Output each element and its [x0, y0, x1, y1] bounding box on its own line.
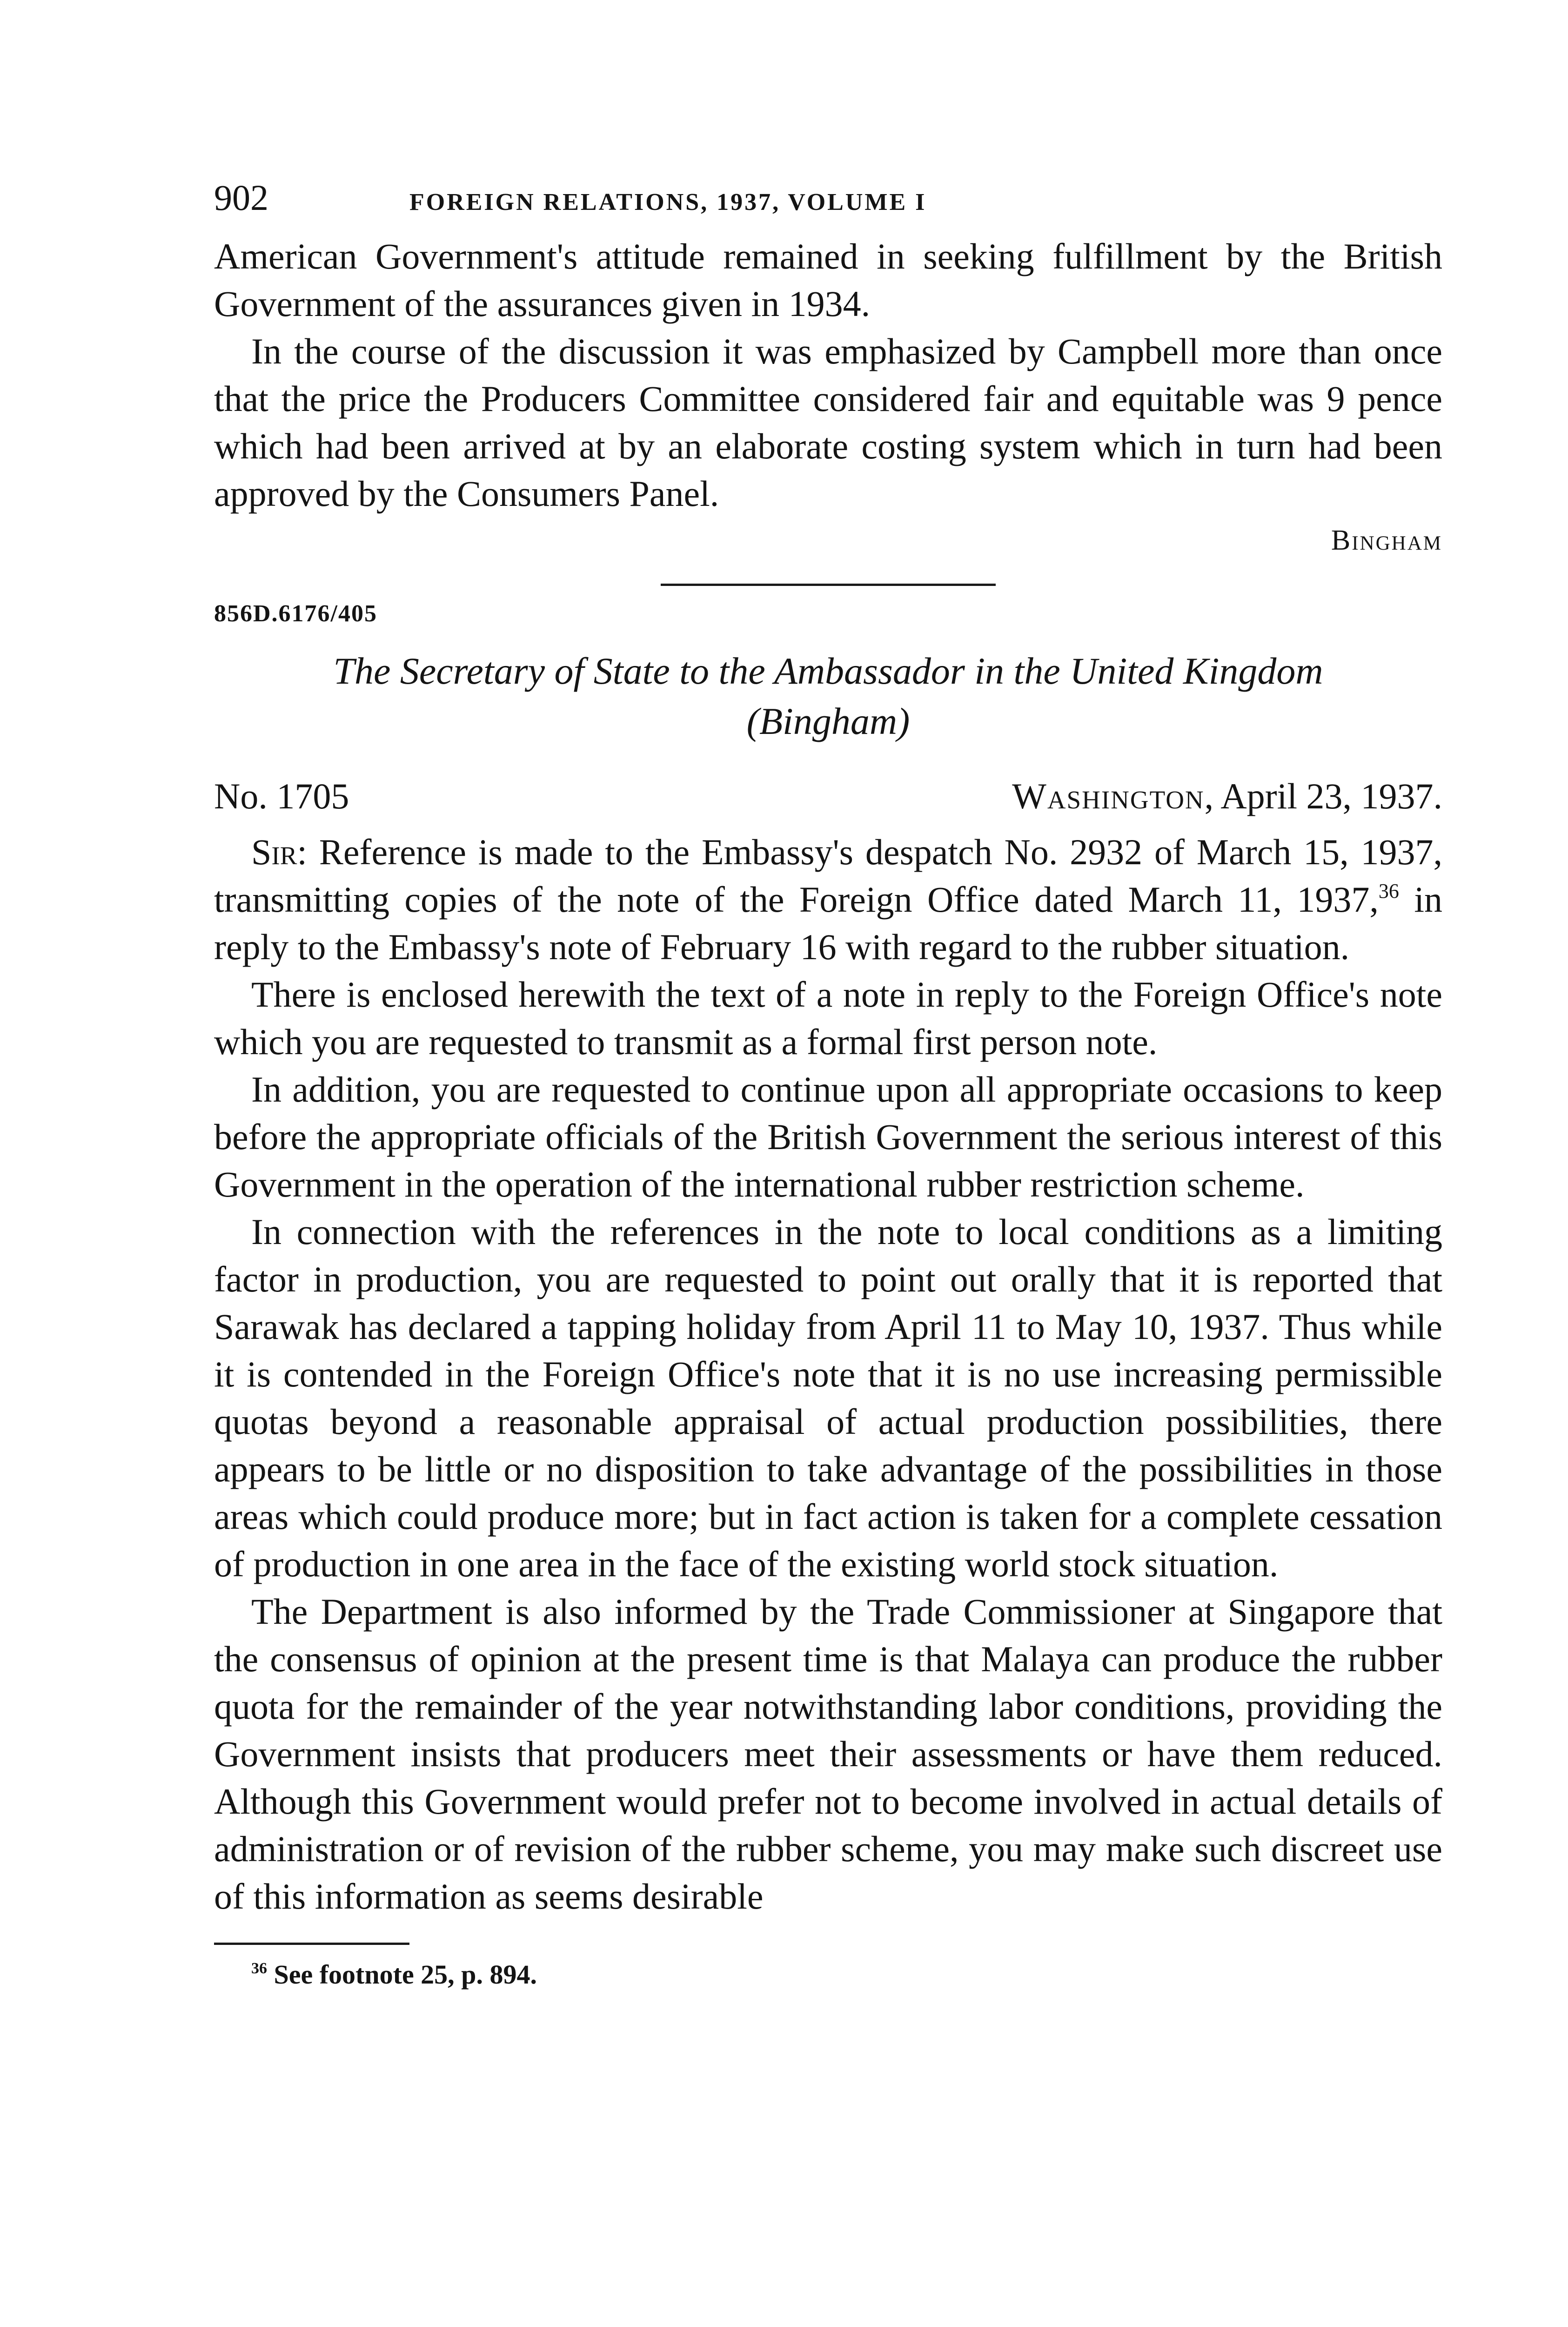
document-title-line-2: (Bingham) [746, 700, 910, 742]
running-header [214, 177, 1442, 233]
signature: Bingham [1331, 525, 1442, 556]
footnote-marker: 36 [251, 1960, 267, 1977]
section-divider [661, 584, 996, 586]
place-date [1012, 773, 1442, 820]
continuation-paragraph-1: American Government's attitude remained in seeking fulfillment by the British Government of the assurances given in 1934. [214, 236, 1442, 324]
paragraph-1-start: : Reference is made to the Embassy's despatch No. 2932 of March 15, 1937, transmitting copies of the note of the Foreign Office dated March 11, 1937, [214, 832, 1442, 920]
running-title: FOREIGN RELATIONS, 1937, VOLUME I [409, 189, 927, 215]
letter-paragraph-1 [214, 828, 1442, 971]
footnote [251, 1959, 1442, 1990]
document-title [214, 646, 1442, 747]
letter-paragraph-5: The Department is also informed by the Trade Commissioner at Singapore that the consensus of opinion at the present time is that Malaya can produce the rubber quota for the remainder of the year notwithstanding labor conditions, providing the Government insists that producers meet their assessments or have them reduced. Although this Government would prefer not to become involved in actual details of administration or of revision of the rubber scheme, you may make such discreet use of this information as seems desirable [214, 1591, 1442, 1917]
continuation-paragraph-2: In the course of the discussion it was emphasized by Campbell more than once that the price the Producers Committee considered fair and equitable was 9 pence which had been arrived at by an elaborate costing system which in turn had been approved by the Consumers Panel. [214, 331, 1442, 514]
dateline [214, 773, 1442, 820]
document-title-line-1: The Secretary of State to the Ambassador in the United Kingdom [333, 650, 1323, 692]
footnote-text: See footnote 25, p. 894. [267, 1959, 537, 1990]
letter-paragraph-3: In addition, you are requested to continue upon all appropriate occasions to keep before the appropriate officials of the British Government the serious interest of this Government in the operation of the international rubber restriction scheme. [214, 1069, 1442, 1204]
paragraph-1-end: in reply to the Embassy's note of February 16 with regard to the rubber situation. [214, 879, 1442, 967]
document-page [214, 177, 1442, 1990]
despatch-number: No. 1705 [214, 776, 349, 816]
footnote-reference: 36 [1378, 880, 1399, 902]
footnote-divider [214, 1943, 409, 1945]
file-number: 856D.6176/405 [214, 600, 377, 627]
letter-paragraph-4: In connection with the references in the note to local conditions as a limiting factor in production, you are requested to point out orally that it is reported that Sarawak has declared a tapping holiday from April 11 to May 10, 1937. Thus while it is contended in the Foreign Office's note that it is no use increasing permissible quotas beyond a reasonable appraisal of actual production possibilities, there appears to be little or no disposition to take advantage of the possibilities in those areas which could produce more; but in fact action is taken for a complete cessation of production in one area in the face of the existing world stock situation. [214, 1211, 1442, 1584]
place: Washington [1012, 776, 1205, 816]
letter-paragraph-2: There is enclosed herewith the text of a note in reply to the Foreign Office's note which you are requested to transmit as a formal first person note. [214, 974, 1442, 1062]
page-number: 902 [214, 177, 268, 218]
salutation: Sir [251, 832, 297, 872]
date: , April 23, 1937. [1204, 776, 1442, 816]
